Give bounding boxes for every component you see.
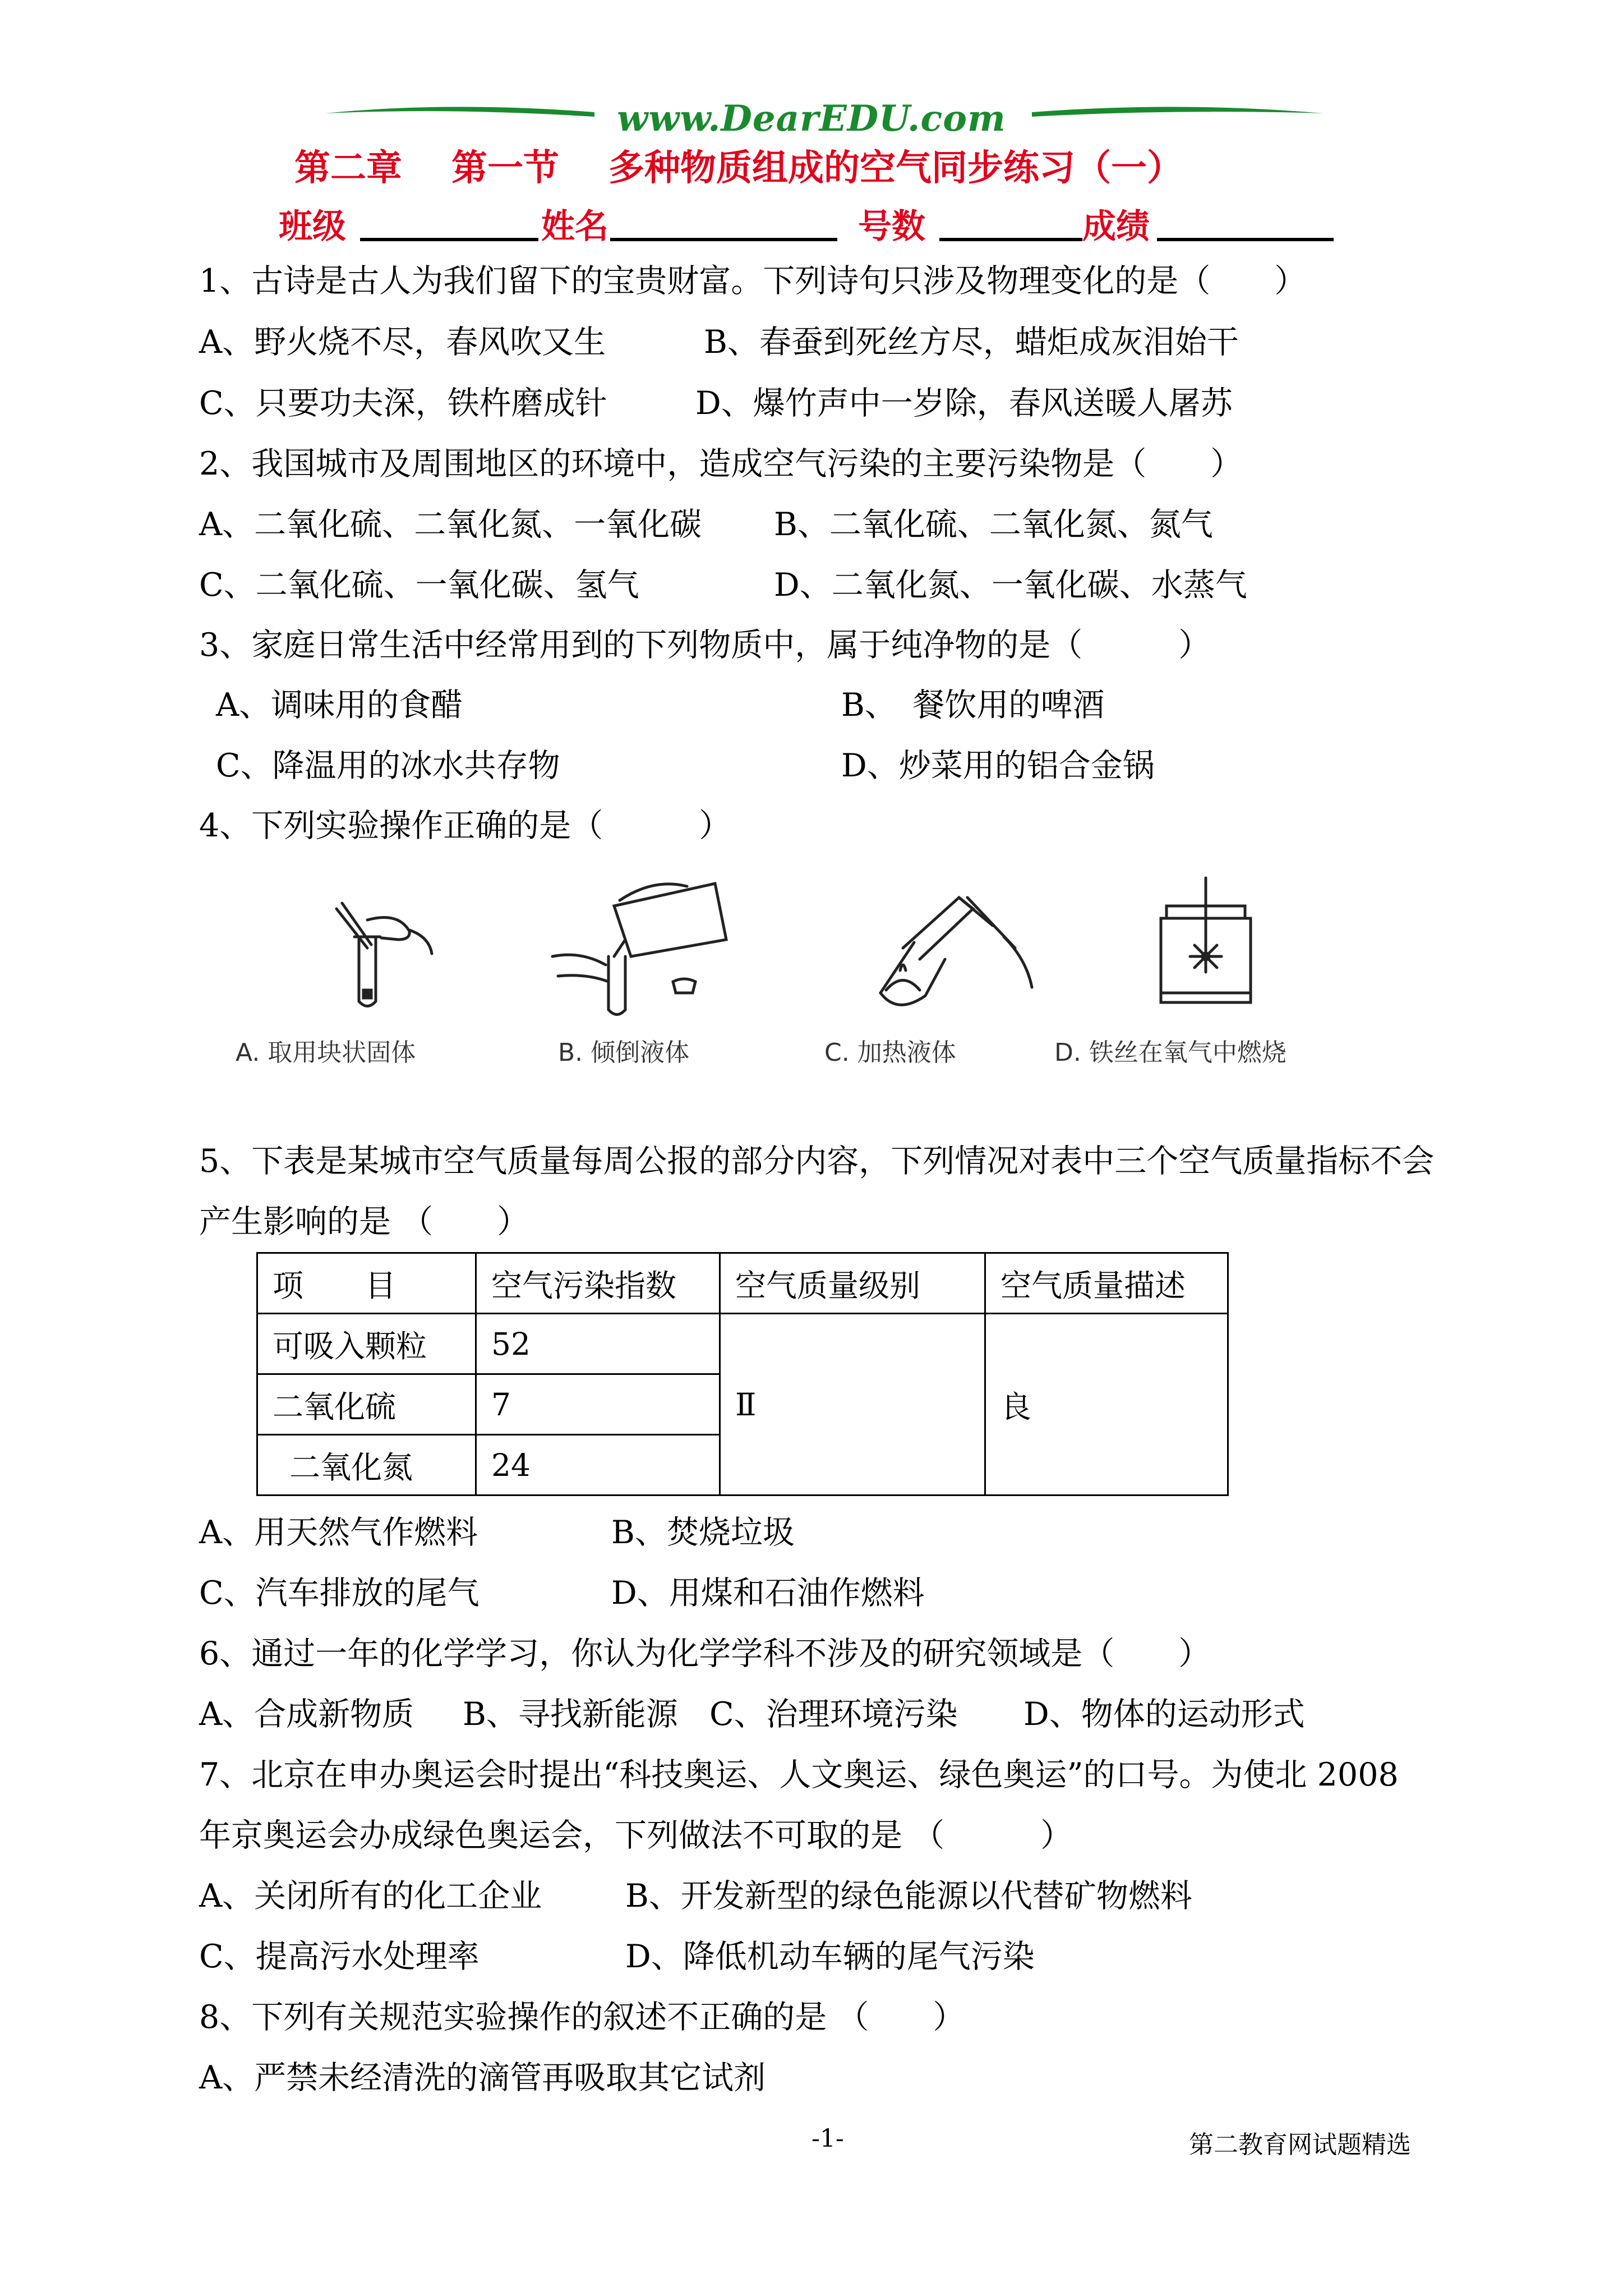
table-header-cell: 空气质量级别 xyxy=(720,1253,985,1314)
q1-option-d: D、爆竹声中一岁除，春风送暖人屠苏 xyxy=(695,385,1233,422)
q6-option-c: C、治理环境污染 xyxy=(709,1696,958,1733)
air-quality-table xyxy=(256,1252,1229,1496)
q5-stem-line1: 5、下表是某城市空气质量每周公报的部分内容，下列情况对表中三个空气质量指标不会 xyxy=(199,1143,1435,1180)
q1-option-a: A、野火烧不尽，春风吹又生 xyxy=(199,324,606,361)
q3-option-d: D、炒菜用的铝合金锅 xyxy=(841,747,1155,784)
title-chapter: 第二章 xyxy=(294,147,402,189)
title-topic: 多种物质组成的空气同步练习（一） xyxy=(608,147,1183,189)
q6-option-b: B、寻找新能源 xyxy=(463,1696,678,1733)
q3-stem: 3、家庭日常生活中经常用到的下列物质中，属于纯净物的是（ ） xyxy=(199,627,1211,664)
footer-source: 第二教育网试题精选 xyxy=(1189,2131,1411,2159)
q4-stem: 4、下列实验操作正确的是（ ） xyxy=(199,807,731,844)
q5-option-a: A、用天然气作燃料 xyxy=(199,1514,478,1551)
number-blank[interactable] xyxy=(939,238,1082,241)
figure-a-caption: A. 取用块状固体 xyxy=(236,1038,416,1067)
class-blank[interactable] xyxy=(360,238,538,241)
q2-option-d: D、二氧化氮、一氧化碳、水蒸气 xyxy=(774,567,1247,604)
table-header-cell: 项 目 xyxy=(257,1253,476,1314)
figure-d-iron-wire-oxygen-illustration xyxy=(1133,872,1279,1024)
title-section: 第一节 xyxy=(451,147,559,189)
q6-stem: 6、通过一年的化学学习，你认为化学学科不涉及的研究领域是（ ） xyxy=(199,1635,1211,1672)
q7-option-a: A、关闭所有的化工企业 xyxy=(199,1878,542,1915)
table-cell-index: 7 xyxy=(476,1374,720,1435)
score-label: 成绩 xyxy=(1082,207,1150,246)
q3-option-c: C、降温用的冰水共存物 xyxy=(216,747,560,784)
q7-option-b: B、开发新型的绿色能源以代替矿物燃料 xyxy=(625,1878,1192,1915)
table-header-cell: 空气质量描述 xyxy=(985,1253,1228,1314)
site-banner xyxy=(0,96,1623,141)
table-cell-item: 二氧化氮 xyxy=(257,1435,476,1496)
table-cell-desc: 良 xyxy=(985,1314,1228,1496)
table-header-row xyxy=(257,1253,1228,1314)
figure-b-pour-liquid-illustration xyxy=(547,872,737,1024)
q7-option-d: D、降低机动车辆的尾气污染 xyxy=(625,1938,1035,1975)
table-cell-index: 52 xyxy=(476,1314,720,1374)
q1-option-c: C、只要功夫深，铁杵磨成针 xyxy=(199,385,607,422)
table-cell-level: Ⅱ xyxy=(720,1314,985,1496)
q8-stem: 8、下列有关规范实验操作的叙述不正确的是 （ ） xyxy=(199,1999,965,2036)
q7-option-c: C、提高污水处理率 xyxy=(199,1938,479,1975)
q7-stem-line1: 7、北京在申办奥运会时提出“科技奥运、人文奥运、绿色奥运”的口号。为使北 2008 xyxy=(199,1756,1399,1793)
figure-c-heat-liquid-illustration xyxy=(847,875,1038,1021)
figure-b-caption: B. 倾倒液体 xyxy=(558,1038,690,1067)
name-label: 姓名 xyxy=(541,207,608,246)
table-row xyxy=(257,1314,1228,1374)
name-blank[interactable] xyxy=(610,238,837,241)
q6-option-a: A、合成新物质 xyxy=(199,1696,414,1733)
q1-stem: 1、古诗是古人为我们留下的宝贵财富。下列诗句只涉及物理变化的是（ ） xyxy=(199,263,1307,300)
q6-option-d: D、物体的运动形式 xyxy=(1023,1696,1305,1733)
table-cell-item: 可吸入颗粒 xyxy=(257,1314,476,1374)
figure-a-block-solid-illustration xyxy=(314,886,460,1015)
q5-option-c: C、汽车排放的尾气 xyxy=(199,1575,479,1612)
q5-option-b: B、焚烧垃圾 xyxy=(611,1514,795,1551)
page-number: -1- xyxy=(811,2124,844,2153)
q7-stem-line2: 年京奥运会办成绿色奥运会，下列做法不可取的是 （ ） xyxy=(199,1817,1073,1854)
table-cell-item: 二氧化硫 xyxy=(257,1374,476,1435)
q3-option-b: B、 餐饮用的啤酒 xyxy=(841,687,1105,724)
table-cell-index: 24 xyxy=(476,1435,720,1496)
class-label: 班级 xyxy=(279,207,346,246)
page-title xyxy=(294,139,1183,191)
q2-option-c: C、二氧化硫、一氧化碳、氢气 xyxy=(199,567,639,604)
q2-stem: 2、我国城市及周围地区的环境中，造成空气污染的主要污染物是（ ） xyxy=(199,445,1243,482)
q1-option-b: B、春蚕到死丝方尽，蜡炬成灰泪始干 xyxy=(704,324,1239,361)
table-header-cell: 空气污染指数 xyxy=(476,1253,720,1314)
q3-option-a: A、调味用的食醋 xyxy=(216,687,463,724)
number-label: 号数 xyxy=(858,207,925,246)
q5-option-d: D、用煤和石油作燃料 xyxy=(611,1575,925,1612)
score-blank[interactable] xyxy=(1157,238,1334,241)
q5-stem-line2: 产生影响的是 （ ） xyxy=(199,1203,529,1240)
student-info-row xyxy=(0,200,1623,250)
site-url[interactable]: www.DearEDU.com xyxy=(617,98,1006,140)
q2-option-a: A、二氧化硫、二氧化氮、一氧化碳 xyxy=(199,506,702,543)
figure-d-caption: D. 铁丝在氧气中燃烧 xyxy=(1054,1038,1287,1067)
figure-c-caption: C. 加热液体 xyxy=(824,1038,956,1067)
q8-option-a: A、严禁未经清洗的滴管再吸取其它试剂 xyxy=(199,2059,766,2096)
q2-option-b: B、二氧化硫、二氧化氮、氮气 xyxy=(774,506,1213,543)
